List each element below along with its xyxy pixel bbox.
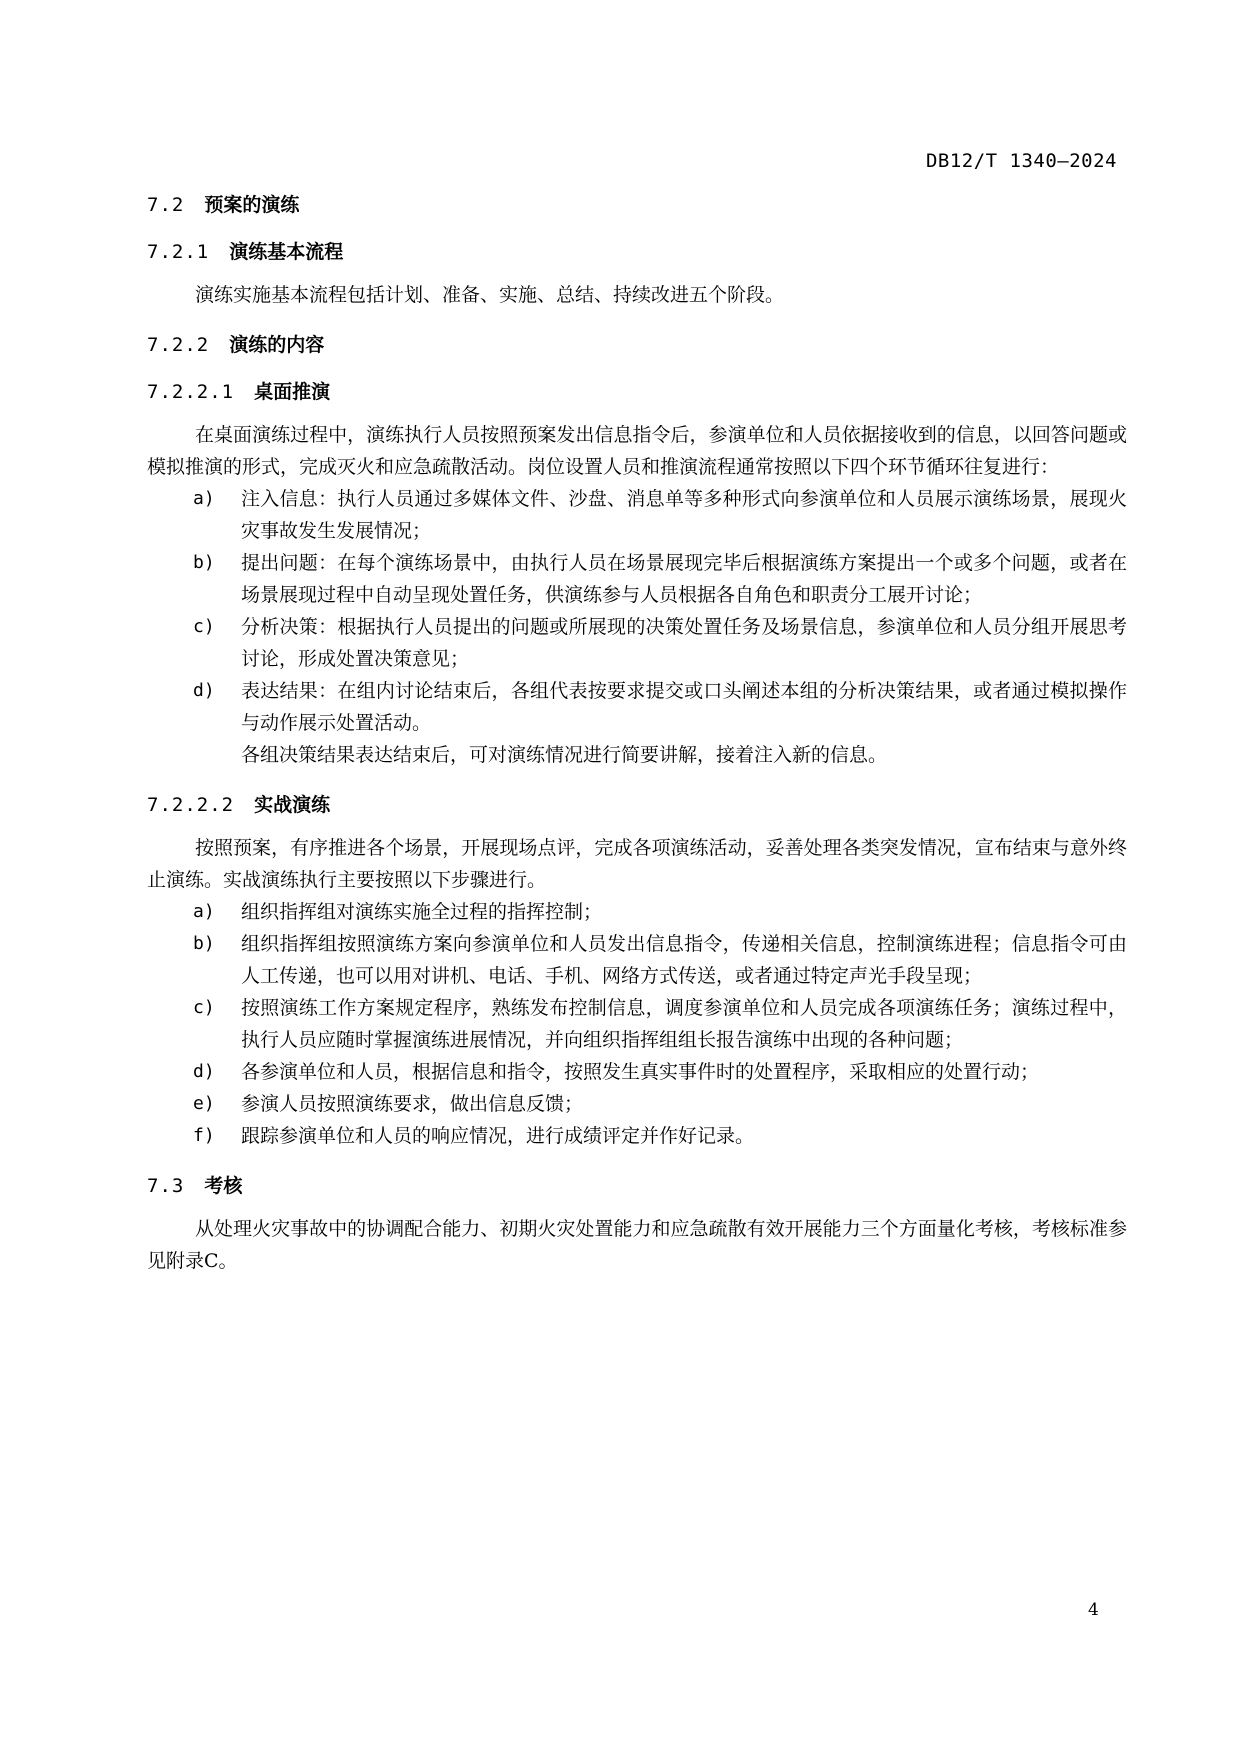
list-item <box>147 675 1127 739</box>
list-item <box>147 1056 1127 1088</box>
section-number: 7.3 <box>147 1175 185 1197</box>
paragraph: 从处理火灾事故中的协调配合能力、初期火灾处置能力和应急疏散有效开展能力三个方面量化考核，考核标准参见附录C。 <box>147 1218 1127 1272</box>
section-title: 演练基本流程 <box>229 241 344 263</box>
list-item <box>147 1120 1127 1152</box>
list-text: 注入信息：执行人员通过多媒体文件、沙盘、消息单等多种形式向参演单位和人员展示演练场景，展现火灾事故发生发展情况； <box>241 488 1127 542</box>
paragraph: 在桌面演练过程中，演练执行人员按照预案发出信息指令后，参演单位和人员依据接收到的信息，以回答问题或模拟推演的形式，完成灭火和应急疏散活动。岗位设置人员和推演流程通常按照以下四个环节循环往复进行： <box>147 424 1127 478</box>
section-number: 7.2 <box>147 194 185 216</box>
section-title: 实战演练 <box>254 794 331 816</box>
section-number: 7.2.2 <box>147 334 210 356</box>
list-label: a) <box>193 488 215 509</box>
list-text: 组织指挥组对演练实施全过程的指挥控制； <box>241 901 603 923</box>
list-label: b) <box>193 552 215 573</box>
page-number: 4 <box>1088 1600 1099 1620</box>
paragraph: 演练实施基本流程包括计划、准备、实施、总结、持续改进五个阶段。 <box>195 284 785 306</box>
section-heading-7-2-1 <box>147 237 1127 267</box>
list-label: e) <box>193 1093 215 1114</box>
list-label: d) <box>193 680 215 701</box>
list-label: c) <box>193 616 215 637</box>
list-item <box>147 928 1127 992</box>
section-title: 预案的演练 <box>204 194 300 216</box>
list-label: a) <box>193 901 215 922</box>
list-label: f) <box>193 1125 215 1146</box>
list-item <box>147 547 1127 611</box>
list-item <box>147 483 1127 547</box>
list-label: c) <box>193 997 215 1018</box>
list-text: 参演人员按照演练要求，做出信息反馈； <box>241 1093 584 1115</box>
paragraph: 按照预案，有序推进各个场景，开展现场点评，完成各项演练活动，妥善处理各类突发情况，宣布结束与意外终止演练。实战演练执行主要按照以下步骤进行。 <box>147 837 1127 891</box>
section-title: 考核 <box>204 1175 243 1197</box>
document-body <box>147 190 1127 1277</box>
section-heading-7-2 <box>147 190 1127 220</box>
section-heading-7-2-2-1 <box>147 377 1127 407</box>
list-text: 各参演单位和人员，根据信息和指令，按照发生真实事件时的处置程序，采取相应的处置行动； <box>241 1061 1040 1083</box>
section-heading-7-2-2 <box>147 330 1127 360</box>
list-continuation: 各组决策结果表达结束后，可对演练情况进行简要讲解，接着注入新的信息。 <box>241 744 888 766</box>
list-text: 按照演练工作方案规定程序，熟练发布控制信息，调度参演单位和人员完成各项演练任务；演练过程中，执行人员应随时掌握演练进展情况，并向组织指挥组组长报告演练中出现的各种问题； <box>241 997 1127 1051</box>
list-label: b) <box>193 933 215 954</box>
list-item <box>147 611 1127 675</box>
section-heading-7-3 <box>147 1171 1127 1201</box>
list-item <box>147 896 1127 928</box>
section-number: 7.2.1 <box>147 241 210 263</box>
document-code: DB12/T 1340—2024 <box>925 150 1117 172</box>
list-text: 分析决策：根据执行人员提出的问题或所展现的决策处置任务及场景信息，参演单位和人员分组开展思考讨论，形成处置决策意见； <box>241 616 1127 670</box>
section-title: 演练的内容 <box>229 334 325 356</box>
list-text: 跟踪参演单位和人员的响应情况，进行成绩评定并作好记录。 <box>241 1125 755 1147</box>
list-text: 提出问题：在每个演练场景中，由执行人员在场景展现完毕后根据演练方案提出一个或多个问题，或者在场景展现过程中自动呈现处置任务，供演练参与人员根据各自角色和职责分工展开讨论； <box>241 552 1127 606</box>
list-text: 表达结果：在组内讨论结束后，各组代表按要求提交或口头阐述本组的分析决策结果，或者通过模拟操作与动作展示处置活动。 <box>241 680 1127 734</box>
list-item <box>147 1088 1127 1120</box>
list-item <box>147 992 1127 1056</box>
section-title: 桌面推演 <box>254 381 331 403</box>
section-number: 7.2.2.2 <box>147 794 235 816</box>
list-label: d) <box>193 1061 215 1082</box>
section-number: 7.2.2.1 <box>147 381 235 403</box>
list-text: 组织指挥组按照演练方案向参演单位和人员发出信息指令，传递相关信息，控制演练进程；信息指令可由人工传递，也可以用对讲机、电话、手机、网络方式传送，或者通过特定声光手段呈现； <box>241 933 1127 987</box>
section-heading-7-2-2-2 <box>147 790 1127 820</box>
